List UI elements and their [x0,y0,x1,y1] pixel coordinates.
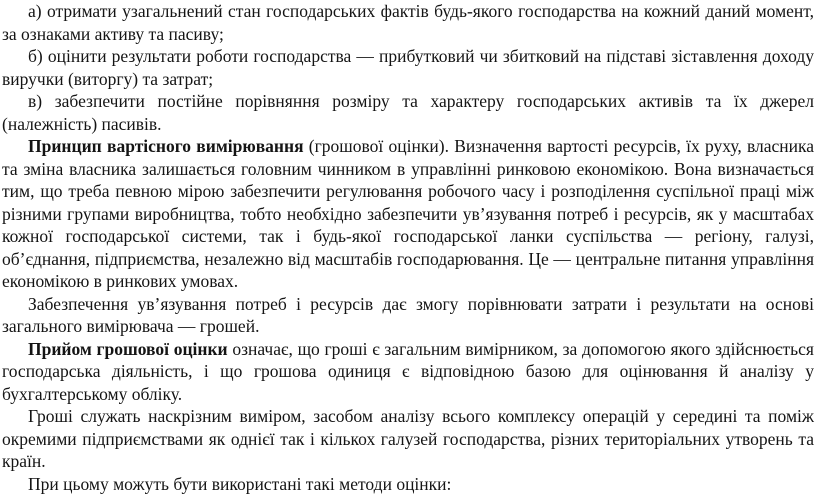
bold-term: Прийом грошової оцінки [28,339,228,359]
paragraph-text: б) оцінити результати роботи господарства — прибутковий чи збитковий на підставі зіставлення доходу виручки (виторгу) та затрат; [2,46,814,89]
paragraph-item-v [2,90,814,135]
paragraph-valuation-principle [2,135,814,293]
bold-term: Принцип вартісного вимірювання [28,136,304,156]
paragraph-item-a [2,0,814,45]
paragraph-text: При цьому можуть бути використані такі методи оцінки: [28,474,451,494]
paragraph-text: означає, що гроші є загальним вимірником, за допомогою якого здійснюється господарська діяльність, і що грошова одиниця є відповідною базою для оцінювання й аналізу у бухгалтерському обліку. [2,339,814,404]
paragraph-text: (грошової оцінки). Визначення вартості ресурсів, їх руху, власника та зміна власника залишається головним чинником в управлінні ринковою економікою. Вона визначається тим, що треба певною мірою забезпечити регулювання робочого часу і розподілення суспільної праці між різними групами виробництва, тобто необхідно забезпечити ув’язування потреб і ресурсів, як у масштабах кожної господарської системи, так і будь-якої господарської ланки суспільства — регіону, галузі, об’єднання, підприємства, незалежно від масштабів господарювання. Це — центральне питання управління економікою в ринкових умовах. [2,136,814,291]
paragraph-text: Забезпечення ув’язування потреб і ресурсів дає змогу порівнювати затрати і результати на основі загального вимірювача — грошей. [2,294,814,337]
paragraph-text: Гроші служать наскрізним виміром, засобом аналізу всього комплексу операцій у середині та поміж окремими підприємствами як однієї так і кількох галузей господарства, різних територіальних утворень та країн. [2,406,814,471]
paragraph-resource-linking [2,293,814,338]
paragraph-text: а) отримати узагальнений стан господарських фактів будь-якого господарства на кожний даний момент, за ознаками активу та пасиву; [2,1,814,44]
paragraph-monetary-valuation [2,338,814,406]
paragraph-item-b [2,45,814,90]
paragraph-text: в) забезпечити постійне порівняння розміру та характеру господарських активів та їх джерел (належність) пасивів. [2,91,814,134]
paragraph-money-measure [2,405,814,473]
paragraph-methods-intro [2,473,814,495]
